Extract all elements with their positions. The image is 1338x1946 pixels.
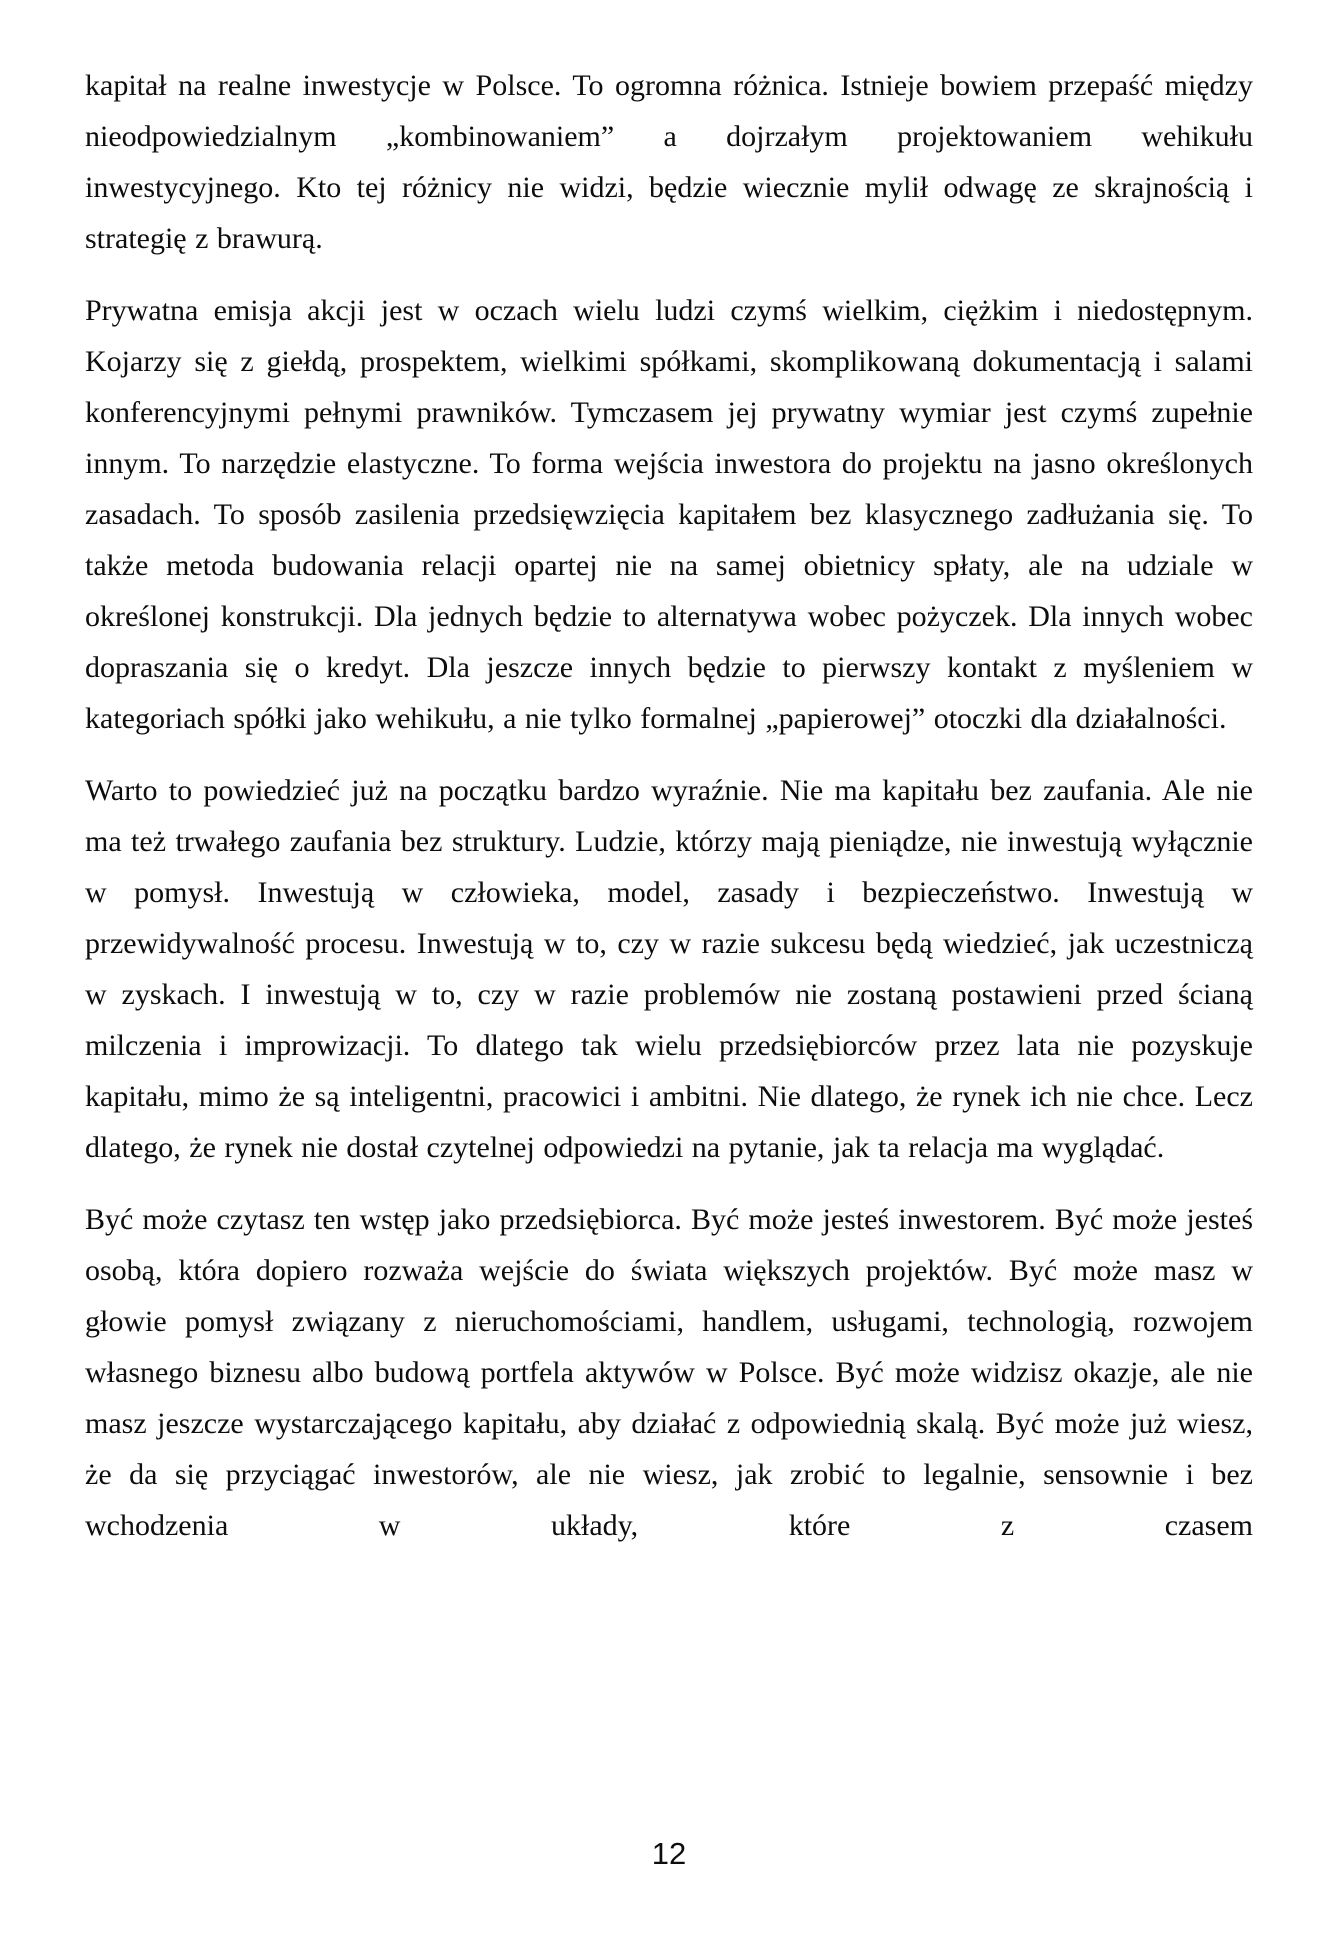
paragraph-1: kapitał na realne inwestycje w Polsce. To ogromna różnica. Istnieje bowiem przepaść między nieodpowiedzialnym „kombinowaniem” a dojrzałym projektowaniem wehikułu inwestycyjnego. Kto tej różnicy nie widzi, będzie wiecznie mylił odwagę ze skrajnością i strategię z brawurą. <box>85 69 1253 255</box>
paragraph-2: Prywatna emisja akcji jest w oczach wielu ludzi czymś wielkim, ciężkim i niedostępnym. Kojarzy się z giełdą, prospektem, wielkimi spółkami, skomplikowaną dokumentacją i salami konferencyjnymi pełnymi prawników. Tymczasem jej prywatny wymiar jest czymś zupełnie innym. To narzędzie elastyczne. To forma wejścia inwestora do projektu na jasno określonych zasadach. To sposób zasilenia przedsięwzięcia kapitałem bez klasycznego zadłużania się. To także metoda budowania relacji opartej nie na samej obietnicy spłaty, ale na udziale w określonej konstrukcji. Dla jednych będzie to alternatywa wobec pożyczek. Dla innych wobec dopraszania się o kredyt. Dla jeszcze innych będzie to pierwszy kontakt z myśleniem w kategoriach spółki jako wehikułu, a nie tylko formalnej „papierowej” otoczki dla działalności. <box>85 294 1253 735</box>
paragraph-4: Być może czytasz ten wstęp jako przedsiębiorca. Być może jesteś inwestorem. Być może jesteś osobą, która dopiero rozważa wejście do świata większych projektów. Być może masz w głowie pomysł związany z nieruchomościami, handlem, usługami, technologią, rozwojem własnego biznesu albo budową portfela aktywów w Polsce. Być może widzisz okazje, ale nie masz jeszcze wystarczającego kapitału, aby działać z odpowiednią skalą. Być może już wiesz, że da się przyciągać inwestorów, ale nie wiesz, jak zrobić to legalnie, sensownie i bez wchodzenia w układy, które z czasem <box>85 1203 1253 1542</box>
page-number: 12 <box>651 1836 687 1871</box>
paragraph-3: Warto to powiedzieć już na początku bardzo wyraźnie. Nie ma kapitału bez zaufania. Ale nie ma też trwałego zaufania bez struktury. Ludzie, którzy mają pieniądze, nie inwestują wyłącznie w pomysł. Inwestują w człowieka, model, zasady i bezpieczeństwo. Inwestują w przewidywalność procesu. Inwestują w to, czy w razie sukcesu będą wiedzieć, jak uczestniczą w zyskach. I inwestują w to, czy w razie problemów nie zostaną postawieni przed ścianą milczenia i improwizacji. To dlatego tak wielu przedsiębiorców przez lata nie pozyskuje kapitału, mimo że są inteligentni, pracowici i ambitni. Nie dlatego, że rynek ich nie chce. Lecz dlatego, że rynek nie dostał czytelnej odpowiedzi na pytanie, jak ta relacja ma wyglądać. <box>85 774 1253 1164</box>
body-text <box>85 60 1253 1572</box>
